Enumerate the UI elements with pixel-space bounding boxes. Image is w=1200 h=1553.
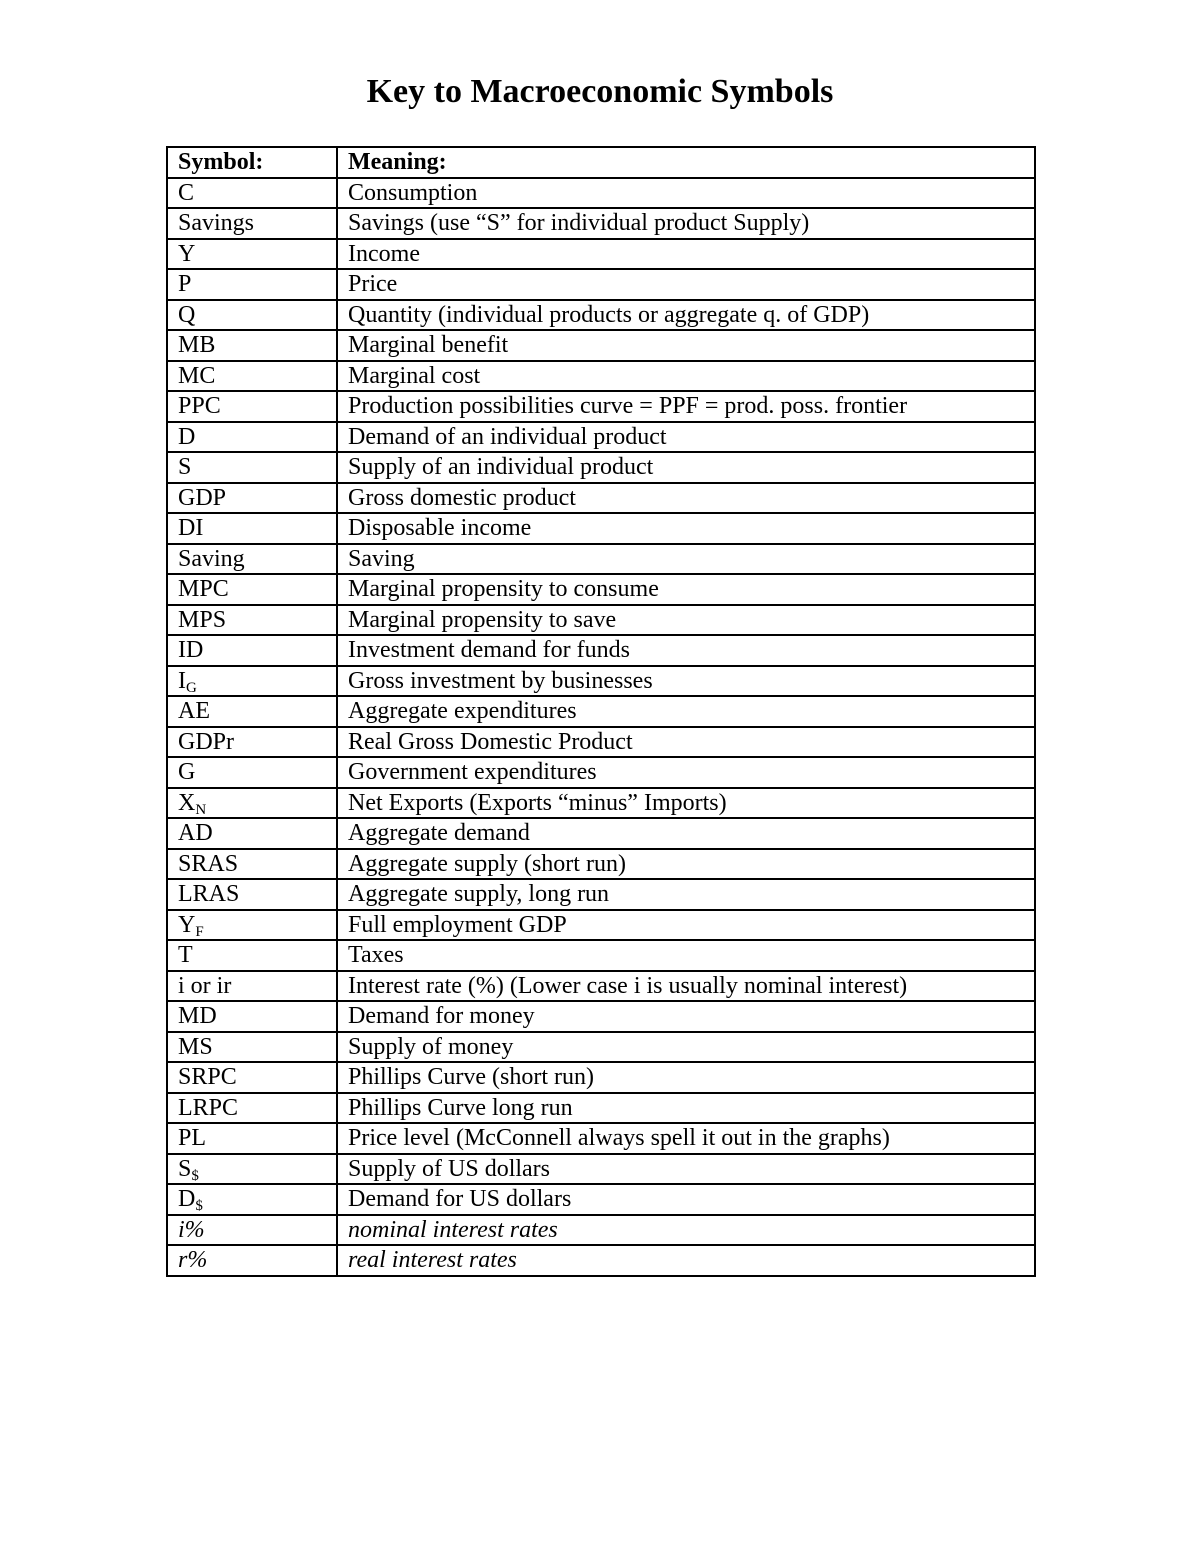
symbol-text: SRPC: [178, 1064, 237, 1091]
symbol-text: S: [178, 1155, 192, 1182]
symbol-cell: [167, 818, 337, 849]
table-row: [167, 940, 1035, 971]
meaning-cell: Gross domestic product: [337, 483, 1035, 514]
symbol-text: SRAS: [178, 850, 239, 877]
meaning-cell: Supply of money: [337, 1032, 1035, 1063]
meaning-cell: Real Gross Domestic Product: [337, 727, 1035, 758]
symbol-text: i or ir: [178, 972, 232, 999]
symbol-cell: [167, 452, 337, 483]
table-row: [167, 1215, 1035, 1246]
meaning-cell: Demand for money: [337, 1001, 1035, 1032]
table-row: [167, 178, 1035, 209]
symbol-cell: [167, 300, 337, 331]
symbol-text: MPC: [178, 576, 229, 603]
meaning-cell: real interest rates: [337, 1245, 1035, 1276]
symbol-text: T: [178, 942, 193, 969]
header-row: [167, 147, 1035, 178]
symbol-text: MC: [178, 362, 216, 389]
meaning-cell: Income: [337, 239, 1035, 270]
table-row: [167, 239, 1035, 270]
meaning-cell: Disposable income: [337, 513, 1035, 544]
table-row: [167, 513, 1035, 544]
table-row: [167, 1001, 1035, 1032]
symbol-text: PPC: [178, 393, 221, 420]
symbol-cell: [167, 1062, 337, 1093]
meaning-cell: Price level (McConnell always spell it out in the graphs): [337, 1123, 1035, 1154]
symbol-text: MS: [178, 1033, 213, 1060]
meaning-cell: Full employment GDP: [337, 910, 1035, 941]
table-row: [167, 422, 1035, 453]
symbol-text: MPS: [178, 606, 227, 633]
table-row: [167, 818, 1035, 849]
meaning-cell: Government expenditures: [337, 757, 1035, 788]
meaning-cell: Gross investment by businesses: [337, 666, 1035, 697]
symbol-text: AE: [178, 698, 210, 725]
symbol-text: Saving: [178, 545, 245, 572]
symbol-text: P: [178, 271, 192, 298]
symbol-text: AD: [178, 820, 213, 847]
table-row: [167, 1062, 1035, 1093]
symbol-cell: [167, 788, 337, 819]
symbol-cell: [167, 1093, 337, 1124]
table-row: [167, 483, 1035, 514]
table-row: [167, 1245, 1035, 1276]
symbol-text: D: [178, 1186, 196, 1213]
symbol-cell: [167, 239, 337, 270]
meaning-column-header: Meaning:: [337, 147, 1035, 178]
table-row: [167, 1093, 1035, 1124]
table-row: [167, 1123, 1035, 1154]
meaning-cell: Price: [337, 269, 1035, 300]
symbol-subscript: F: [195, 923, 204, 940]
meaning-cell: Supply of US dollars: [337, 1154, 1035, 1185]
symbol-text: LRPC: [178, 1094, 239, 1121]
symbol-cell: [167, 1154, 337, 1185]
symbol-text: ID: [178, 637, 204, 664]
symbol-cell: [167, 208, 337, 239]
symbol-cell: [167, 544, 337, 575]
meaning-cell: Savings (use “S” for individual product Supply): [337, 208, 1035, 239]
meaning-cell: Marginal propensity to consume: [337, 574, 1035, 605]
symbol-text: LRAS: [178, 881, 240, 908]
symbol-text: MD: [178, 1003, 217, 1030]
meaning-cell: Quantity (individual products or aggregate q. of GDP): [337, 300, 1035, 331]
table-body: [167, 178, 1035, 1276]
meaning-cell: Taxes: [337, 940, 1035, 971]
meaning-cell: Demand of an individual product: [337, 422, 1035, 453]
symbol-cell: [167, 269, 337, 300]
symbol-text: Y: [178, 911, 196, 938]
symbol-cell: [167, 940, 337, 971]
table-row: [167, 879, 1035, 910]
symbol-subscript: $: [191, 1167, 199, 1184]
meaning-cell: Phillips Curve (short run): [337, 1062, 1035, 1093]
table-row: [167, 574, 1035, 605]
symbol-subscript: N: [195, 801, 207, 818]
meaning-cell: Net Exports (Exports “minus” Imports): [337, 788, 1035, 819]
symbol-subscript: G: [186, 679, 197, 696]
meaning-cell: Phillips Curve long run: [337, 1093, 1035, 1124]
symbol-cell: [167, 1215, 337, 1246]
meaning-cell: Aggregate expenditures: [337, 696, 1035, 727]
table-header: [167, 147, 1035, 178]
meaning-cell: Consumption: [337, 178, 1035, 209]
symbol-cell: [167, 910, 337, 941]
meaning-cell: Saving: [337, 544, 1035, 575]
symbol-cell: [167, 1184, 337, 1215]
symbol-cell: [167, 330, 337, 361]
symbol-cell: [167, 483, 337, 514]
symbol-cell: [167, 605, 337, 636]
table-row: [167, 300, 1035, 331]
symbol-cell: [167, 361, 337, 392]
symbol-text: Y: [178, 240, 196, 267]
table-row: [167, 544, 1035, 575]
symbol-column-header: Symbol:: [167, 147, 337, 178]
table-row: [167, 696, 1035, 727]
page-title: Key to Macroeconomic Symbols: [366, 73, 834, 110]
table-row: [167, 757, 1035, 788]
meaning-cell: Marginal benefit: [337, 330, 1035, 361]
symbol-text: i%: [178, 1216, 205, 1243]
table-row: [167, 910, 1035, 941]
meaning-cell: Aggregate supply (short run): [337, 849, 1035, 880]
symbol-text: I: [178, 667, 186, 694]
symbol-cell: [167, 391, 337, 422]
symbol-text: Savings: [178, 210, 255, 237]
table-row: [167, 1154, 1035, 1185]
symbol-text: PL: [178, 1125, 207, 1152]
symbol-text: S: [178, 454, 192, 481]
symbol-cell: [167, 1123, 337, 1154]
symbol-cell: [167, 666, 337, 697]
symbol-text: MB: [178, 332, 216, 359]
symbol-cell: [167, 879, 337, 910]
meaning-cell: Production possibilities curve = PPF = prod. poss. frontier: [337, 391, 1035, 422]
table-row: [167, 330, 1035, 361]
meaning-cell: Marginal cost: [337, 361, 1035, 392]
symbol-cell: [167, 178, 337, 209]
table-row: [167, 727, 1035, 758]
symbol-text: Q: [178, 301, 196, 328]
table-row: [167, 666, 1035, 697]
symbol-cell: [167, 635, 337, 666]
symbol-text: G: [178, 759, 196, 786]
table-row: [167, 361, 1035, 392]
meaning-cell: Demand for US dollars: [337, 1184, 1035, 1215]
table-row: [167, 452, 1035, 483]
symbol-text: GDP: [178, 484, 227, 511]
table-row: [167, 788, 1035, 819]
symbol-cell: [167, 574, 337, 605]
meaning-cell: Marginal propensity to save: [337, 605, 1035, 636]
symbol-cell: [167, 696, 337, 727]
symbol-subscript: $: [195, 1198, 203, 1215]
symbol-cell: [167, 727, 337, 758]
symbol-table: [166, 146, 1036, 1277]
table-row: [167, 391, 1035, 422]
symbol-text: C: [178, 179, 195, 206]
table-row: [167, 605, 1035, 636]
symbol-cell: [167, 849, 337, 880]
symbol-cell: [167, 971, 337, 1002]
symbol-cell: [167, 1032, 337, 1063]
table-row: [167, 1032, 1035, 1063]
symbol-text: DI: [178, 515, 204, 542]
table-row: [167, 208, 1035, 239]
meaning-cell: Investment demand for funds: [337, 635, 1035, 666]
symbol-cell: [167, 757, 337, 788]
table-row: [167, 971, 1035, 1002]
symbol-text: X: [178, 789, 196, 816]
symbol-cell: [167, 513, 337, 544]
meaning-cell: Aggregate demand: [337, 818, 1035, 849]
symbol-cell: [167, 1245, 337, 1276]
meaning-cell: Interest rate (%) (Lower case i is usually nominal interest): [337, 971, 1035, 1002]
symbol-cell: [167, 1001, 337, 1032]
meaning-cell: Supply of an individual product: [337, 452, 1035, 483]
table-row: [167, 269, 1035, 300]
symbol-text: GDPr: [178, 728, 235, 755]
table-row: [167, 849, 1035, 880]
symbol-cell: [167, 422, 337, 453]
meaning-cell: Aggregate supply, long run: [337, 879, 1035, 910]
symbol-text: D: [178, 423, 196, 450]
symbol-text: r%: [178, 1247, 208, 1274]
meaning-cell: nominal interest rates: [337, 1215, 1035, 1246]
table-row: [167, 635, 1035, 666]
table-row: [167, 1184, 1035, 1215]
